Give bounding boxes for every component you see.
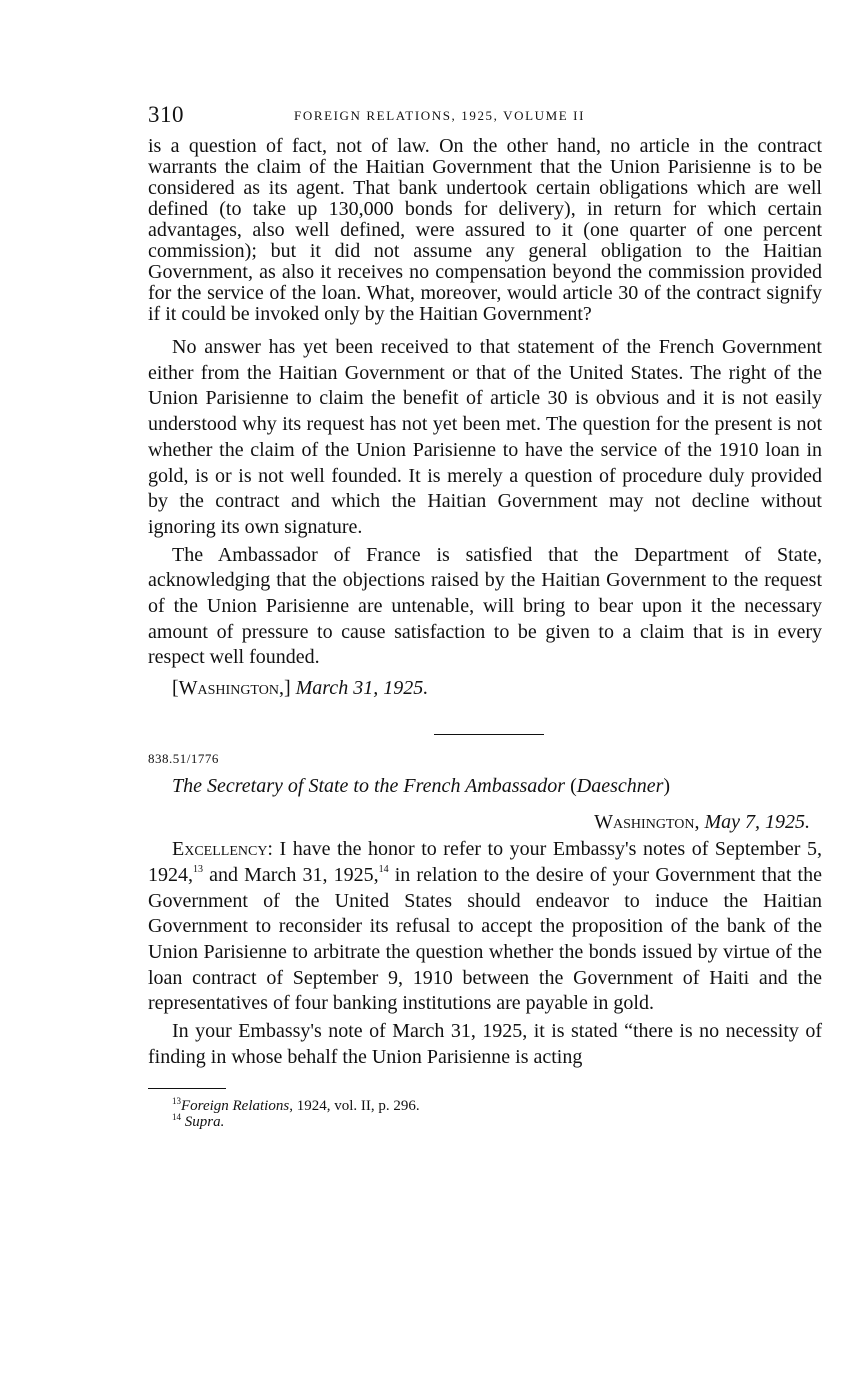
dateline-date: March 31, 1925.	[295, 677, 429, 700]
paragraph-no-answer: No answer has yet been received to that statement of the French Government either from the Haitian Government or that of the United States. The right of the Union Parisienne to claim the benefit of article 30 is obvious and it is not easily understood why its request has not yet been met. The question for the present is not whether the claim of the Union Parisienne to have the service of the 1910 loan in gold, is or is not well founded. It is merely a question of procedure duly provided by the contract and which the Haitian Government may not decline without ignoring its own signature.	[148, 336, 822, 538]
letter-text-b: and March 31, 1925,	[203, 863, 379, 886]
footnotes	[172, 1098, 822, 1130]
file-number: 838.51/1776	[148, 751, 219, 767]
letter-text-c: in relation to the desire of your Government that the Government of the United States should endeavor to induce the Haitian Government to reconsider its refusal to accept the proposition of the bank of the Union Parisienne to arbitrate the question whether the bonds issued by virtue of the loan contract of September 9, 1910 between the Government of Haiti and the representatives of four banking institutions are payable in gold.	[148, 863, 822, 1015]
page-number: 310	[148, 102, 184, 127]
footnote-marker: 13	[172, 1096, 181, 1107]
title-close-paren: )	[663, 775, 671, 798]
page-header	[148, 96, 822, 136]
document-title-name: Daeschner	[576, 775, 664, 798]
footnote-ref-13[interactable]: 13	[193, 863, 203, 875]
letter-text-a: I have the honor to refer to your Embassy's notes of September 5, 1924,	[148, 838, 822, 886]
document-title	[172, 773, 822, 799]
dateline-place: [Washington,]	[172, 677, 291, 700]
section-divider	[434, 734, 544, 735]
footnote-title: Supra.	[184, 1114, 225, 1131]
running-head: FOREIGN RELATIONS, 1925, VOLUME II	[294, 108, 586, 123]
document-title-main: The Secretary of State to the French Ambassador	[172, 775, 566, 798]
salutation: Excellency:	[172, 838, 273, 861]
footnote-13	[172, 1098, 822, 1114]
dateline-date: May 7, 1925.	[704, 811, 810, 834]
footnote-14	[172, 1114, 822, 1130]
document-page	[148, 96, 822, 1130]
second-document-dateline	[148, 809, 810, 835]
paragraph-ambassador: The Ambassador of France is satisfied that the Department of State, acknowledging that the objections raised by the Haitian Government to the request of the Union Parisienne are untenable, will bring to bear upon it the necessary amount of pressure to cause satisfaction to be given to a claim that is in every respect well founded.	[148, 543, 822, 669]
first-document-dateline	[148, 675, 822, 701]
title-open-paren: (	[570, 775, 577, 798]
footnote-ref-14[interactable]: 14	[378, 863, 389, 875]
continuation-paragraph: is a question of fact, not of law. On the other hand, no article in the contract warrants the claim of the Haitian Government that the Union Parisienne is to be considered as its agent. That bank undertook certain obligations which are well defined (to take up 130,000 bonds for delivery), in return for which certain advantages, also well defined, were assured to it (one quarter of one percent commission); but it did not assume any general obligation to the Haitian Government, as also it receives no compensation beyond the commission provided for the service of the loan. What, moreover, would article 30 of the contract signify if it could be invoked only by the Haitian Government?	[148, 135, 822, 325]
footnote-title: Foreign Relations	[181, 1098, 290, 1115]
dateline-place: Washington,	[594, 811, 700, 834]
footnote-text: , 1924, vol. II, p. 296.	[289, 1098, 420, 1115]
letter-paragraph-2: In your Embassy's note of March 31, 1925, it is stated “there is no necessity of finding in whose behalf the Union Parisienne is acting	[148, 1020, 822, 1068]
letter-paragraph-1	[148, 837, 822, 1017]
footnote-rule	[148, 1088, 226, 1089]
footnote-marker: 14	[172, 1112, 181, 1123]
